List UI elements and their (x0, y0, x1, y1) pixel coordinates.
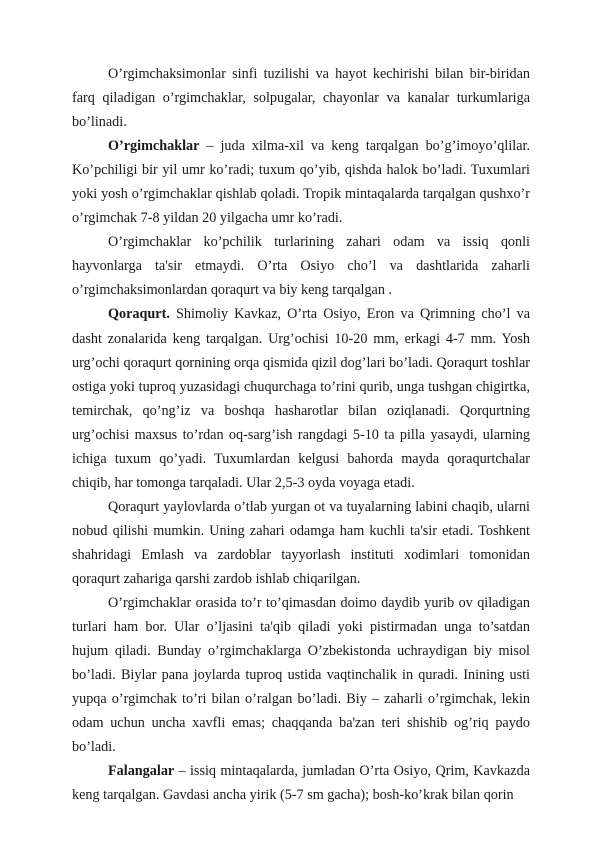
paragraph-venom (72, 230, 530, 302)
paragraph-text: – juda xilma-xil va keng tarqalgan bo’g’imoyo’qlilar. Ko’pchiligi bir yil umr ko’radi; tuxum qo’yib, qishda halok bo’ladi. Tuxumlari yoki yosh o’rgimchaklar qishlab qoladi. Tropik mintaqalarda tarqalgan qushxo’r o’rgimchak 7-8 yildan 20 yilgacha umr ko’radi. (72, 138, 530, 227)
paragraph-falangalar (72, 759, 530, 807)
paragraph-intro (72, 62, 530, 134)
paragraph-text: O’rgimchaklar ko’pchilik turlarining zahari odam va issiq qonli hayvonlarga ta'sir etmaydi. O’rta Osiyo cho’l va dashtlarida zaharli o’rgimchaksimonlardan qoraqurt va biy keng tarqalgan . (72, 234, 530, 299)
paragraph-lead: Qoraqurt. (108, 306, 170, 323)
paragraph-lead: Falangalar (108, 763, 175, 780)
paragraph-qoraqurt-danger (72, 495, 530, 591)
paragraph-lead: O’rgimchaklar (108, 138, 200, 155)
paragraph-orgimchaklar (72, 134, 530, 230)
paragraph-text: O’rgimchaklar orasida to’r to’qimasdan doimo daydib yurib ov qiladigan turlari ham bor. Ular o’ljasini ta'qib qiladi yoki pistirmadan unga to’satdan hujum qiladi. Bunday o’rgimchaklarga O’zbekistonda uchraydigan biy misol bo’ladi. Biylar pana joylarda tuproq ustida vaqtinchalik in quradi. Inining usti yupqa o’rgimchak to’ri bilan o’ralgan bo’ladi. Biy – zaharli o’rgimchak, lekin odam uchun uncha xavfli emas; chaqqanda ba'zan teri shishib og’riq paydo bo’ladi. (72, 595, 530, 756)
paragraph-qoraqurt (72, 302, 530, 494)
paragraph-text: Shimoliy Kavkaz, O’rta Osiyo, Eron va Qrimning cho’l va dasht zonalarida keng tarqalgan. Urg’ochisi 10-20 mm, erkagi 4-7 mm. Yosh urg’ochi qoraqurt qornining orqa qismida qizil dog’lari bo’ladi. Qoraqurt toshlar ostiga yoki tuproq yuzasidagi chuqurchaga to’rini qurib, unga tushgan chigirtka, temirchak, qo’ng’iz va boshqa hasharotlar bilan oziqlanadi. Qorqurtning urg’ochisi maxsus to’rdan oq-sarg’ish rangdagi 5-10 ta pilla yasaydi, ularning ichiga tuxum qo’yadi. Tuxumlardan kelgusi bahorda mayda qoraqurtchalar chiqib, har tomonga tarqaladi. Ular 2,5-3 oyda voyaga etadi. (72, 306, 530, 491)
paragraph-text: Qoraqurt yaylovlarda o’tlab yurgan ot va tuyalarning labini chaqib, ularni nobud qilishi mumkin. Uning zahari odamga ham kuchli ta'sir etadi. Toshkent shahridagi Emlash va zardoblar tayyorlash instituti xodimlari tomonidan qoraqurt zahariga qarshi zardob ishlab chiqarilgan. (72, 498, 530, 587)
document-page (72, 62, 530, 807)
paragraph-text: O’rgimchaksimonlar sinfi tuzilishi va hayot kechirishi bilan bir-biridan farq qiladigan o’rgimchaklar, solpugalar, chayonlar va kanalar turkumlariga bo’linadi. (72, 66, 530, 131)
paragraph-biy (72, 591, 530, 759)
paragraph-text: – issiq mintaqalarda, jumladan O’rta Osiyo, Qrim, Kavkazda keng tarqalgan. Gavdasi ancha yirik (5-7 sm gacha); bosh-ko’krak bilan qorin (72, 763, 530, 804)
